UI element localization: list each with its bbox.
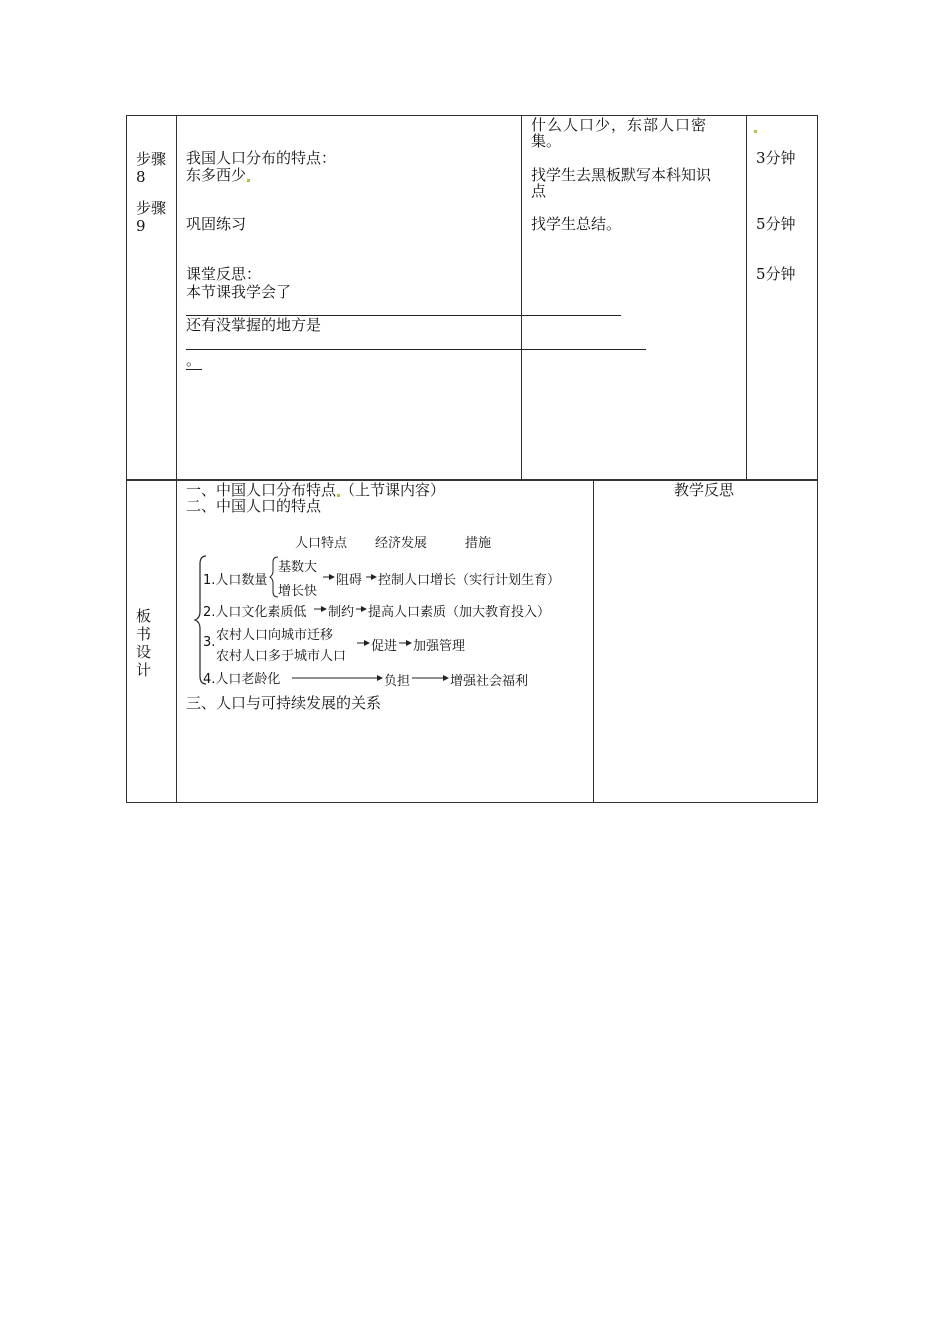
not-mastered-label: 还有没掌握的地方是 — [186, 316, 322, 334]
row3-measure: 加强管理 — [413, 639, 466, 654]
learned-label: 本节课我学会了 — [186, 283, 292, 301]
diagram-header-measures: 措施 — [465, 536, 492, 551]
row2-measure: 提高人口素质（加大教育投入） — [368, 605, 551, 620]
step9-label: 步骤9 — [136, 199, 167, 235]
row1-sub2: 增长快 — [278, 584, 318, 599]
small-brace-row1 — [270, 557, 278, 597]
row3-number: 3. — [203, 635, 216, 650]
row3-effect: 促进 — [371, 639, 398, 654]
distribution-title: 我国人口分布的特点： — [186, 149, 337, 167]
activity-line3: 找学生去黑板默写本科知识 — [531, 166, 712, 184]
row1-effect: 阻碍 — [336, 573, 363, 588]
teaching-reflection-header: 教学反思 — [674, 481, 735, 499]
row1-sub1: 基数大 — [278, 560, 318, 575]
reflection-title: 课堂反思： — [186, 265, 262, 283]
board-section3: 三、人口与可持续发展的关系 — [186, 694, 382, 712]
row2-effect: 制约 — [328, 605, 355, 620]
row1-label: 1.人口数量 — [203, 573, 268, 588]
activity-line2: 集。 — [531, 132, 562, 150]
row3-line2: 农村人口多于城市人口 — [216, 649, 347, 664]
row1-measure: 控制人口增长（实行计划生育） — [378, 573, 561, 588]
time-3: 5分钟 — [756, 265, 796, 283]
board-section1-note: （上节课内容） — [340, 481, 446, 499]
row4-label: 4.人口老龄化 — [203, 672, 281, 687]
activity-line1: 什么人口少，东部人口密 — [531, 116, 708, 134]
period-mark: 。 — [186, 351, 202, 369]
row4-effect: 负担 — [384, 674, 411, 689]
row4-measure: 增强社会福利 — [450, 674, 529, 689]
board-label: 板书设计 — [136, 607, 152, 679]
step8-label: 步骤8 — [136, 150, 167, 186]
diagram-header-population: 人口特点 — [295, 536, 348, 551]
time-1: 3分钟 — [756, 149, 796, 167]
board-section2: 二、中国人口的特点 — [186, 497, 322, 515]
diagram-header-economy: 经济发展 — [375, 536, 428, 551]
board-section1-text: 一、中国人口分布特点 — [186, 481, 337, 499]
time-2: 5分钟 — [756, 215, 796, 233]
practice-label: 巩固练习 — [186, 215, 247, 233]
distribution-value-text: 东多西少 — [186, 166, 247, 184]
activity-line4: 点 — [531, 182, 547, 200]
row2-label: 2.人口文化素质低 — [203, 605, 307, 620]
row3-line1: 农村人口向城市迁移 — [216, 628, 334, 643]
activity-line5: 找学生总结。 — [531, 215, 622, 233]
